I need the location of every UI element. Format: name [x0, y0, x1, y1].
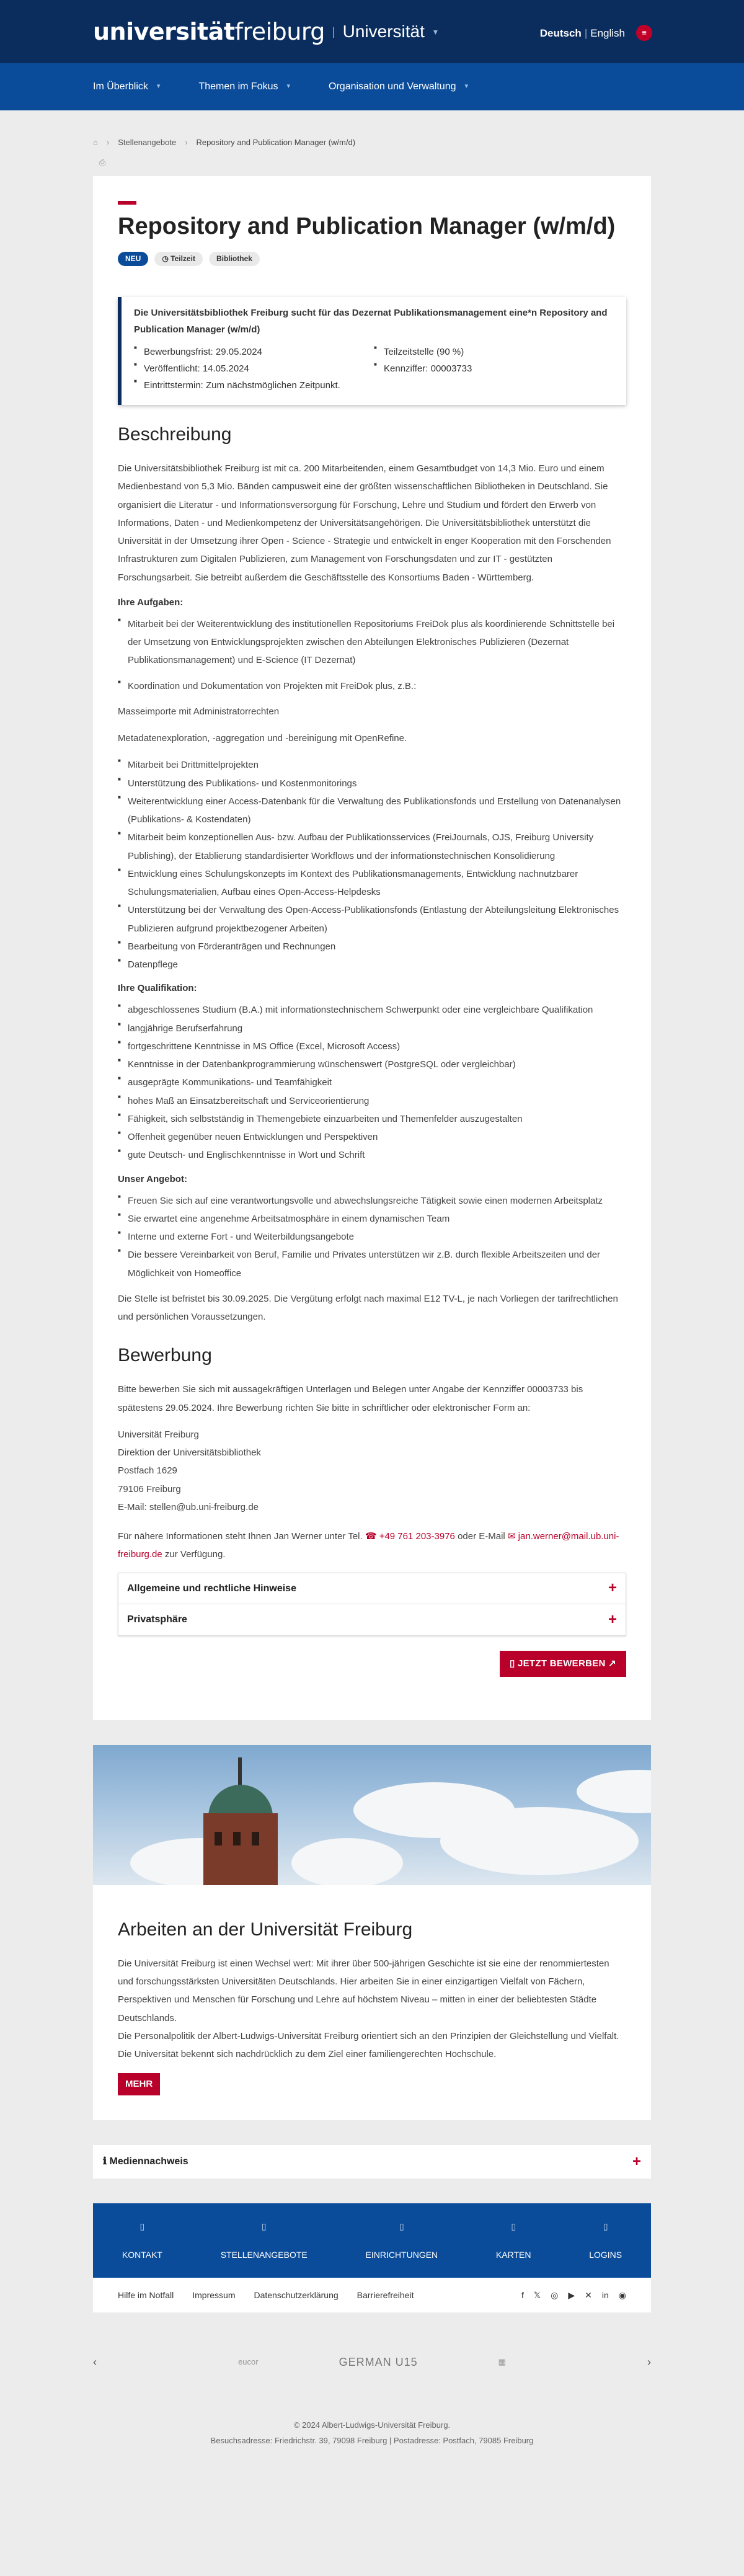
list-item: ■ Bearbeitung von Förderanträgen und Rechnungen: [118, 938, 626, 956]
list-item: ■ fortgeschrittene Kenntnisse in MS Office (Excel, Microsoft Access): [118, 1037, 626, 1055]
list-item: ■ Entwicklung eines Schulungskonzepts im Kontext des Publikationsmanagements, Entwicklung nachnutzbarer Schulungsmaterialien, Aufbau eines Open-Access-Helpdesks: [118, 865, 626, 902]
more-button[interactable]: MEHR: [118, 2073, 160, 2095]
list-item: ■ Unterstützung des Publikations- und Kostenmonitorings: [118, 775, 626, 793]
work-text-1: Die Universität Freiburg ist einen Wechsel wert: Mit ihrer über 500-jährigen Geschichte ist sie eine der renommiertesten und forschungsstärksten Universitäten Deutschlands. Hier arbeiten Sie in einer einzigartigen Vielfalt von Fächern, Perspektiven und Menschen für Forschung und Lehre auf höchstem Niveau – mitten in einer der beliebtesten Städte Deutschlands.: [118, 1958, 609, 2023]
footer-institutions[interactable]: ▯ EINRICHTUNGEN: [366, 2219, 438, 2262]
work-at-university: [93, 1745, 651, 2121]
plus-icon: +: [608, 1611, 617, 1628]
breadcrumb-current: Repository and Publication Manager (w/m/d): [196, 137, 356, 147]
list-item: ■ Freuen Sie sich auf eine verantwortungsvolle und abwechslungsreiche Tätigkeit sowie einen modernen Arbeitsplatz: [118, 1192, 626, 1210]
linkedin-icon[interactable]: in: [601, 2290, 609, 2300]
nav-overview[interactable]: Im Überblick ▾: [93, 81, 161, 92]
partner-logo-3[interactable]: ▦: [498, 2356, 506, 2366]
plus-icon: +: [608, 1579, 617, 1597]
list-item: ■ Mitarbeit bei der Weiterentwicklung des institutionellen Repositoriums FreiDok plus als koordinierende Schnittstelle bei der Umsetzung von Entwicklungsprojekten zwischen den Abteilungen Elektronisches Publizieren (Dezernat Publikationsmanagement) und E-Science (IT Dezernat): [118, 615, 626, 670]
chevron-down-icon[interactable]: ▾: [433, 26, 438, 37]
nav-focus-topics[interactable]: Themen im Fokus ▾: [198, 81, 291, 92]
offer-heading: Unser Angebot:: [118, 1173, 187, 1184]
list-item: ■ Sie erwartet eine angenehme Arbeitsatmosphäre in einem dynamischen Team: [118, 1210, 626, 1228]
address-line: Postfach 1629: [118, 1465, 177, 1477]
social-links: [521, 2288, 626, 2302]
breadcrumb-jobs[interactable]: Stellenangebote: [118, 137, 177, 147]
footer-nav: [93, 2203, 651, 2278]
address-line: Universität Freiburg: [118, 1429, 199, 1440]
plus-icon: +: [632, 2153, 641, 2170]
tasks-list-b: [118, 756, 626, 974]
list-item: ■ gute Deutsch- und Englischkenntnisse in Wort und Schrift: [118, 1146, 626, 1164]
contact-icon: ▯: [140, 2221, 145, 2231]
work-text-2: Die Personalpolitik der Albert-Ludwigs-Universität Freiburg orientiert sich an den Prinzipien der Gleichstellung und Vielfalt. Die Universität bekennt sich nachdrücklich zu dem Ziel einer familiengerechten Hochschule.: [118, 2030, 619, 2060]
tasks-list-a: [118, 615, 626, 670]
list-item: ■ Offenheit gegenüber neuen Entwicklungen und Perspektiven: [118, 1128, 626, 1146]
apply-button[interactable]: ▯ JETZT BEWERBEN ↗: [500, 1651, 626, 1677]
footer-link-emergency[interactable]: Hilfe im Notfall: [118, 2290, 174, 2300]
chevron-down-icon: ▾: [156, 82, 161, 91]
tasks-paragraph-2: Metadatenexploration, -aggregation und -bereinigung mit OpenRefine.: [118, 733, 407, 744]
accordion-legal[interactable]: Allgemeine und rechtliche Hinweise +: [127, 1579, 617, 1597]
print-icon[interactable]: ⎙: [99, 158, 106, 167]
footer-logins[interactable]: ▯ LOGINS: [589, 2219, 622, 2262]
footer-contact[interactable]: ▯ KONTAKT: [122, 2219, 162, 2262]
chevron-left-icon[interactable]: ‹: [93, 2355, 97, 2368]
phone-link[interactable]: ☎ +49 761 203-3976: [365, 1531, 455, 1542]
list-item: ■ abgeschlossenes Studium (B.A.) mit informationstechnischem Schwerpunkt oder eine vergleichbare Qualifikation: [118, 1001, 626, 1019]
lang-de[interactable]: Deutsch: [539, 27, 582, 39]
institutions-icon: ▯: [399, 2221, 404, 2231]
home-icon[interactable]: ⌂: [93, 137, 98, 147]
fact-reference: ■ Kennziffer: 00003733: [374, 360, 614, 377]
partner-carousel: [93, 2343, 651, 2381]
tasks-paragraph-1: Masseimporte mit Administratorrechten: [118, 706, 280, 717]
list-item: ■ langjährige Berufserfahrung: [118, 1019, 626, 1037]
login-icon: ▯: [603, 2221, 608, 2231]
chevron-down-icon: ▾: [286, 82, 291, 91]
accent-dash: [118, 201, 136, 205]
work-heading: Arbeiten an der Universität Freiburg: [118, 1919, 413, 1940]
qualification-heading: Ihre Qualifikation:: [118, 983, 197, 994]
footer-maps[interactable]: ▯ KARTEN: [496, 2219, 531, 2262]
university-logo[interactable]: universitätfreiburg: [93, 17, 325, 45]
tag-list: [118, 252, 626, 266]
accordion: [118, 1573, 626, 1636]
tasks-list-a2: [118, 677, 626, 695]
address-line: Direktion der Universitätsbibliothek: [118, 1447, 261, 1459]
accordion-privacy[interactable]: Privatsphäre +: [118, 1604, 626, 1635]
top-header: [0, 0, 744, 63]
list-item: ■ Weiterentwicklung einer Access-Datenbank für die Verwaltung des Publikationsfonds und Erstellung von Datenanalysen (Publikations- & Kostendaten): [118, 793, 626, 829]
footer-link-privacy[interactable]: Datenschutzerklärung: [254, 2290, 339, 2300]
campus-tower-image: [93, 1745, 651, 1885]
lang-en[interactable]: English: [590, 27, 625, 39]
list-item: ■ hohes Maß an Einsatzbereitschaft und Serviceorientierung: [118, 1092, 626, 1110]
description-text: Die Universitätsbibliothek Freiburg ist mit ca. 200 Mitarbeitenden, einem Gesamtbudget von 14,3 Mio. Euro und einem Medienbestand von 5,3 Mio. Bänden campusweit eine der größten wissenschaftlichen Bibliotheken in Deutschland. Sie organisiert die Literatur - und Informationsversorgung für Forschung, Lehre und Studium und fördert den Erwerb von Informations, Daten - und Medienkompetenz der Universitätsangehörigen. Die Universitätsbibliothek unterstützt die Universität in der Umsetzung ihrer Open - Science - Strategie und entwickelt in enger Kooperation mit den Forschenden Infrastrukturen zum Digitalen Publizieren, zum Management von Forschungsdaten und zur IT - gestützten Forschungsarbeit. Sie betreibt außerdem die Geschäftsstelle des Konsortiums Baden - Württemberg.: [118, 463, 611, 583]
media-credits[interactable]: ℹ Mediennachweis +: [93, 2145, 651, 2178]
tag-parttime: ◷ Teilzeit: [154, 252, 203, 266]
youtube-icon[interactable]: ▶: [568, 2290, 575, 2300]
x-icon[interactable]: 𝕏: [533, 2290, 541, 2300]
mastodon-icon[interactable]: ◉: [618, 2290, 626, 2300]
list-item: ■ Die bessere Vereinbarkeit von Beruf, Familie und Privates unterstützen wir z.B. durch flexible Arbeitszeiten und der Möglichkeit von Homeoffice: [118, 1246, 626, 1282]
application-text: Bitte bewerben Sie sich mit aussagekräftigen Unterlagen und Belegen unter Angabe der Kennziffer 00003733 bis spätestens 29.05.2024. Ihre Bewerbung richten Sie bitte in schriftlicher oder elektronischer Form an:: [118, 1384, 583, 1413]
list-item: ■ Interne und externe Fort - und Weiterbildungsangebote: [118, 1228, 626, 1246]
contact-info: Für nähere Informationen steht Ihnen Jan Werner unter Tel. ☎ +49 761 203-3976 oder E-Mail ✉ jan.werner@mail.ub.uni-freiburg.de zur Verfügung.: [118, 1531, 619, 1560]
breadcrumb: [93, 136, 744, 149]
nav-organisation[interactable]: Organisation und Verwaltung ▾: [329, 81, 469, 92]
qualification-list: [118, 1001, 626, 1164]
list-item: ■ Kenntnisse in der Datenbankprogrammierung wünschenswert (PostgreSQL oder vergleichbar): [118, 1055, 626, 1073]
tag-library: Bibliothek: [209, 252, 260, 266]
fact-deadline: ■ Bewerbungsfrist: 29.05.2024: [134, 344, 374, 360]
menu-button[interactable]: ≡: [636, 25, 652, 41]
application-heading: Bewerbung: [118, 1345, 212, 1366]
email-link[interactable]: ✉ jan.werner@mail.ub.uni-freiburg.de: [118, 1531, 619, 1560]
footer-link-imprint[interactable]: Impressum: [192, 2290, 236, 2300]
footer-links: [93, 2278, 651, 2312]
list-item: ■ Mitarbeit bei Drittmittelprojekten: [118, 756, 626, 774]
job-intro: Die Universitätsbibliothek Freiburg sucht für das Dezernat Publikationsmanagement eine*n Repository and Publication Manager (w/m/d): [134, 307, 608, 335]
application-address: [118, 1426, 626, 1516]
copyright: [0, 2418, 744, 2448]
fact-start: ■ Eintrittstermin: Zum nächstmöglichen Zeitpunkt.: [134, 377, 374, 394]
list-item: ■ Mitarbeit beim konzeptionellen Aus- bzw. Aufbau der Publikationsservices (FreiJournals, OJS, Freiburg University Publishing), der Etablierung standardisierter Workflows und der informationstechnischen Konsolidierung: [118, 828, 626, 865]
job-summary-box: [118, 297, 626, 406]
offer-list: [118, 1192, 626, 1282]
job-card: [93, 176, 651, 1720]
site-title[interactable]: Universität: [342, 21, 425, 41]
list-item: ■ Koordination und Dokumentation von Projekten mit FreiDok plus, z.B.:: [118, 677, 626, 695]
address-email: E-Mail: stellen@ub.uni-freiburg.de: [118, 1501, 259, 1512]
breadcrumb-separator: ›: [106, 137, 110, 147]
list-item: ■ ausgeprägte Kommunikations- und Teamfähigkeit: [118, 1073, 626, 1091]
breadcrumb-separator: ›: [185, 137, 188, 147]
job-facts-right: [374, 344, 614, 394]
partner-logo-u15[interactable]: GERMAN U15: [339, 2355, 418, 2368]
closing-text: Die Stelle ist befristet bis 30.09.2025. Die Vergütung erfolgt nach maximal E12 TV-L, je nach Vorliegen der tarifrechtlichen und persönlichen Voraussetzungen.: [118, 1293, 618, 1323]
facebook-icon[interactable]: f: [521, 2290, 524, 2300]
footer-link-accessibility[interactable]: Barrierefreiheit: [356, 2290, 414, 2300]
brand-separator: |: [332, 25, 335, 38]
fact-parttime: ■ Teilzeitstelle (90 %): [374, 344, 614, 360]
jobs-icon: ▯: [261, 2221, 267, 2231]
description-heading: Beschreibung: [118, 424, 232, 445]
tag-new: NEU: [118, 252, 148, 266]
main-nav: [0, 63, 744, 110]
map-icon: ▯: [511, 2221, 516, 2231]
address-line: Besuchsadresse: Friedrichstr. 39, 79098 Freiburg | Postadresse: Postfach, 79085 Freiburg: [210, 2435, 534, 2445]
instagram-icon[interactable]: ◎: [551, 2290, 559, 2300]
tasks-heading: Ihre Aufgaben:: [118, 597, 184, 608]
chevron-right-icon[interactable]: ›: [647, 2355, 651, 2368]
partner-logo-eucor[interactable]: eucor: [238, 2356, 259, 2366]
language-switch: Deutsch | English: [539, 27, 625, 39]
bluesky-icon[interactable]: ✕: [585, 2290, 592, 2300]
copyright-line: © 2024 Albert-Ludwigs-Universität Freiburg.: [293, 2420, 451, 2430]
job-facts-left: [134, 344, 374, 394]
chevron-down-icon: ▾: [464, 82, 469, 91]
address-line: 79106 Freiburg: [118, 1483, 181, 1495]
page-title: Repository and Publication Manager (w/m/d): [118, 213, 616, 239]
list-item: ■ Unterstützung bei der Verwaltung des Open-Access-Publikationsfonds (Entlastung der Abteilungsleitung Elektronisches Publizieren aufgrund projektbezogener Arbeiten): [118, 901, 626, 938]
fact-published: ■ Veröffentlicht: 14.05.2024: [134, 360, 374, 377]
footer-jobs[interactable]: ▯ STELLENANGEBOTE: [221, 2219, 308, 2262]
list-item: ■ Datenpflege: [118, 956, 626, 974]
list-item: ■ Fähigkeit, sich selbstständig in Themengebiete einzuarbeiten und Themenfelder auszugestalten: [118, 1110, 626, 1128]
